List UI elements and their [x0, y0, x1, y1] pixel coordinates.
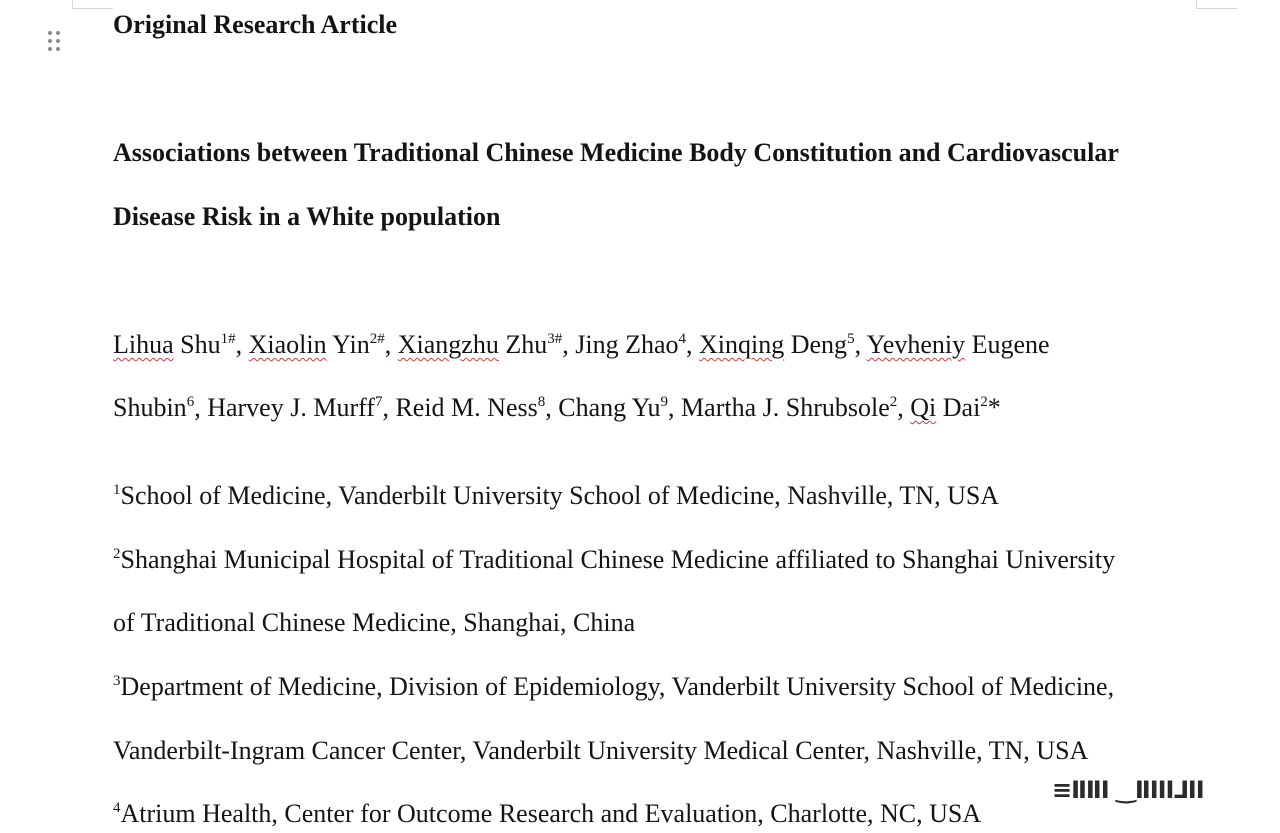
author-affiliation-sup: 2 — [980, 394, 988, 410]
article-title-line-2 — [113, 202, 500, 232]
author-affiliation-sup: 1# — [220, 331, 236, 347]
author-last-name: Zhu — [505, 330, 548, 359]
author-affiliation-sup: 4 — [678, 331, 686, 347]
author-first-name: Xiaolin — [248, 330, 327, 359]
author-first-name: Qi — [910, 393, 937, 422]
article-title-line-1 — [113, 138, 1119, 168]
drag-handle-icon[interactable] — [46, 30, 62, 52]
author-last-name: Eugene — [971, 330, 1050, 359]
author-affiliation-sup: 7 — [374, 394, 383, 410]
affiliation-text: Atrium Health, Center for Outcome Research and Evaluation, Charlotte, NC, USA — [120, 799, 982, 828]
article-title-text-1: Associations between Traditional Chinese Medicine Body Constitution and Cardiovascular — [113, 138, 1119, 167]
author-affiliation-sup: 3# — [547, 331, 563, 347]
author-list-line-1: Lihua Shu$^{1\#}$, Xiaolin Yin$^{2\#}$, Xiangzhu Zhu$^{3\#}$, Jing Zhao$^4$, Xinqing Deng$^5$, Yevheniy Eugene — [113, 330, 1050, 359]
author-name: Chang Yu — [558, 393, 661, 422]
author-last-name: Shu — [180, 330, 221, 359]
affiliation-3-line-1 — [113, 672, 1114, 702]
page-corner-mark-right — [1196, 0, 1237, 9]
affiliation-text: Department of Medicine, Division of Epidemiology, Vanderbilt University School of Medicine, — [120, 672, 1115, 701]
author-first-name: Xinqing — [699, 330, 785, 359]
affiliation-2-line-2 — [113, 608, 635, 638]
author-last-name: Dai — [942, 393, 981, 422]
author-last-name-continued: Shubin — [113, 393, 187, 422]
affiliation-4 — [113, 799, 981, 829]
author-name: Reid M. Ness — [395, 393, 538, 422]
page-corner-mark-left — [72, 0, 113, 9]
author-affiliation-sup: 8 — [537, 394, 546, 410]
author-first-name: Lihua — [113, 330, 174, 359]
affiliation-1 — [113, 481, 999, 511]
author-name: Martha J. Shrubsole — [681, 393, 890, 422]
affiliation-text: Vanderbilt-Ingram Cancer Center, Vanderbilt University Medical Center, Nashville, TN, USA — [113, 736, 1089, 765]
affiliation-sup: 3 — [113, 673, 121, 689]
author-affiliation-sup: 2 — [889, 394, 898, 410]
affiliation-sup: 1 — [113, 482, 121, 498]
author-first-name: Jing — [575, 330, 619, 359]
affiliation-sup: 2 — [113, 546, 121, 562]
article-title-text-2: Disease Risk in a White population — [113, 202, 501, 231]
article-type-text: Original Research Article — [113, 10, 398, 39]
author-affiliation-sup: 6 — [186, 394, 195, 410]
affiliation-text: Shanghai Municipal Hospital of Traditional Chinese Medicine affiliated to Shanghai University — [120, 545, 1116, 574]
corresponding-author-mark: * — [987, 393, 1001, 422]
author-name: Harvey J. Murff — [207, 393, 375, 422]
author-last-name: Yin — [332, 330, 370, 359]
affiliation-text: of Traditional Chinese Medicine, Shanghai, China — [113, 608, 636, 637]
author-affiliation-sup: 9 — [660, 394, 669, 410]
author-list-line-2: Shubin$^6$, Harvey J. Murff$^7$, Reid M. Ness$^8$, Chang Yu$^9$, Martha J. Shrubsole$^2$, Qi Dai$^2$* — [113, 393, 1001, 422]
author-first-name: Yevheniy — [866, 330, 966, 359]
author-last-name: Zhao — [625, 330, 679, 359]
affiliation-text: School of Medicine, Vanderbilt University School of Medicine, Nashville, TN, USA — [120, 481, 1000, 510]
author-last-name: Deng — [790, 330, 848, 359]
affiliation-sup: 4 — [113, 800, 121, 816]
affiliation-3-line-2 — [113, 736, 1088, 766]
author-first-name: Xiangzhu — [397, 330, 499, 359]
affiliation-2-line-1 — [113, 545, 1115, 575]
article-type-label — [113, 10, 397, 40]
watermark-text: ≡ⅡⅡⅠ ‿ⅡⅠⅠⅠ⅃ⅠⅠ — [1052, 776, 1204, 804]
watermark-logo — [1052, 776, 1262, 816]
author-affiliation-sup: 5 — [847, 331, 855, 347]
author-affiliation-sup: 2# — [369, 331, 385, 347]
